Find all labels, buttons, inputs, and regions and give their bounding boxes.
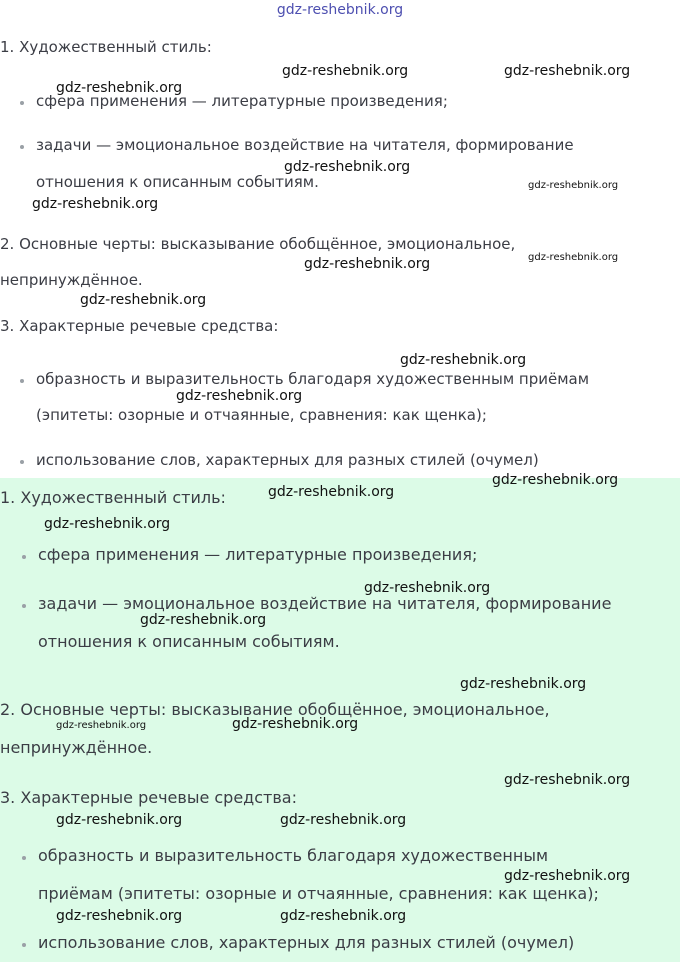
bullet [22, 943, 26, 947]
watermark: gdz-reshebnik.org [304, 256, 431, 272]
bullet [20, 145, 24, 149]
watermark: gdz-reshebnik.org [140, 612, 267, 628]
watermark: gdz-reshebnik.org [504, 772, 631, 788]
heading-means: 3. Характерные речевые средства: [0, 317, 279, 335]
watermark: gdz-reshebnik.org [460, 676, 587, 692]
heading-features-continuation: непринуждённое. [0, 271, 143, 289]
watermark: gdz-reshebnik.org [364, 580, 491, 596]
bullet [20, 101, 24, 105]
bullet [20, 379, 24, 383]
top-site-label: gdz-reshebnik.org [276, 2, 404, 18]
watermark: gdz-reshebnik.org [282, 63, 409, 79]
list-item-continuation: отношения к описанным событиям. [36, 173, 319, 191]
watermark: gdz-reshebnik.org [56, 720, 147, 731]
list-item: образность и выразительность благодаря художественным [38, 846, 549, 865]
watermark: gdz-reshebnik.org [56, 80, 183, 96]
watermark: gdz-reshebnik.org [504, 63, 631, 79]
watermark: gdz-reshebnik.org [280, 908, 407, 924]
bullet [22, 555, 26, 559]
list-item: задачи — эмоциональное воздействие на читателя, формирование [38, 594, 612, 613]
bullet [22, 856, 26, 860]
watermark: gdz-reshebnik.org [56, 812, 183, 828]
list-item: задачи — эмоциональное воздействие на читателя, формирование [36, 136, 574, 154]
watermark: gdz-reshebnik.org [176, 388, 303, 404]
list-item-continuation: (эпитеты: озорные и отчаянные, сравнения: как щенка); [36, 406, 487, 424]
bullet [22, 604, 26, 608]
watermark: gdz-reshebnik.org [44, 516, 171, 532]
list-item-continuation: приёмам (эпитеты: озорные и отчаянные, сравнения: как щенка); [38, 884, 599, 903]
heading-style: 1. Художественный стиль: [0, 488, 226, 507]
heading-style: 1. Художественный стиль: [0, 38, 212, 56]
list-item: сфера применения — литературные произведения; [38, 545, 478, 564]
watermark: gdz-reshebnik.org [232, 716, 359, 732]
heading-features: 2. Основные черты: высказывание обобщённое, эмоциональное, [0, 235, 516, 253]
watermark: gdz-reshebnik.org [56, 908, 183, 924]
watermark: gdz-reshebnik.org [528, 180, 619, 191]
list-item: сфера применения — литературные произведения; [36, 92, 448, 110]
heading-features: 2. Основные черты: высказывание обобщённое, эмоциональное, [0, 700, 550, 719]
watermark: gdz-reshebnik.org [268, 484, 395, 500]
watermark: gdz-reshebnik.org [400, 352, 527, 368]
watermark: gdz-reshebnik.org [492, 472, 619, 488]
watermark: gdz-reshebnik.org [504, 868, 631, 884]
bullet [20, 460, 24, 464]
watermark: gdz-reshebnik.org [280, 812, 407, 828]
list-item: использование слов, характерных для разных стилей (очумел) [38, 933, 575, 952]
watermark: gdz-reshebnik.org [284, 159, 411, 175]
watermark: gdz-reshebnik.org [80, 292, 207, 308]
watermark: gdz-reshebnik.org [528, 252, 619, 263]
watermark: gdz-reshebnik.org [32, 196, 159, 212]
list-item: образность и выразительность благодаря художественным приёмам [36, 370, 590, 388]
heading-features-continuation: непринуждённое. [0, 738, 153, 757]
list-item: использование слов, характерных для разных стилей (очумел) [36, 451, 539, 469]
heading-means: 3. Характерные речевые средства: [0, 788, 297, 807]
list-item-continuation: отношения к описанным событиям. [38, 632, 340, 651]
